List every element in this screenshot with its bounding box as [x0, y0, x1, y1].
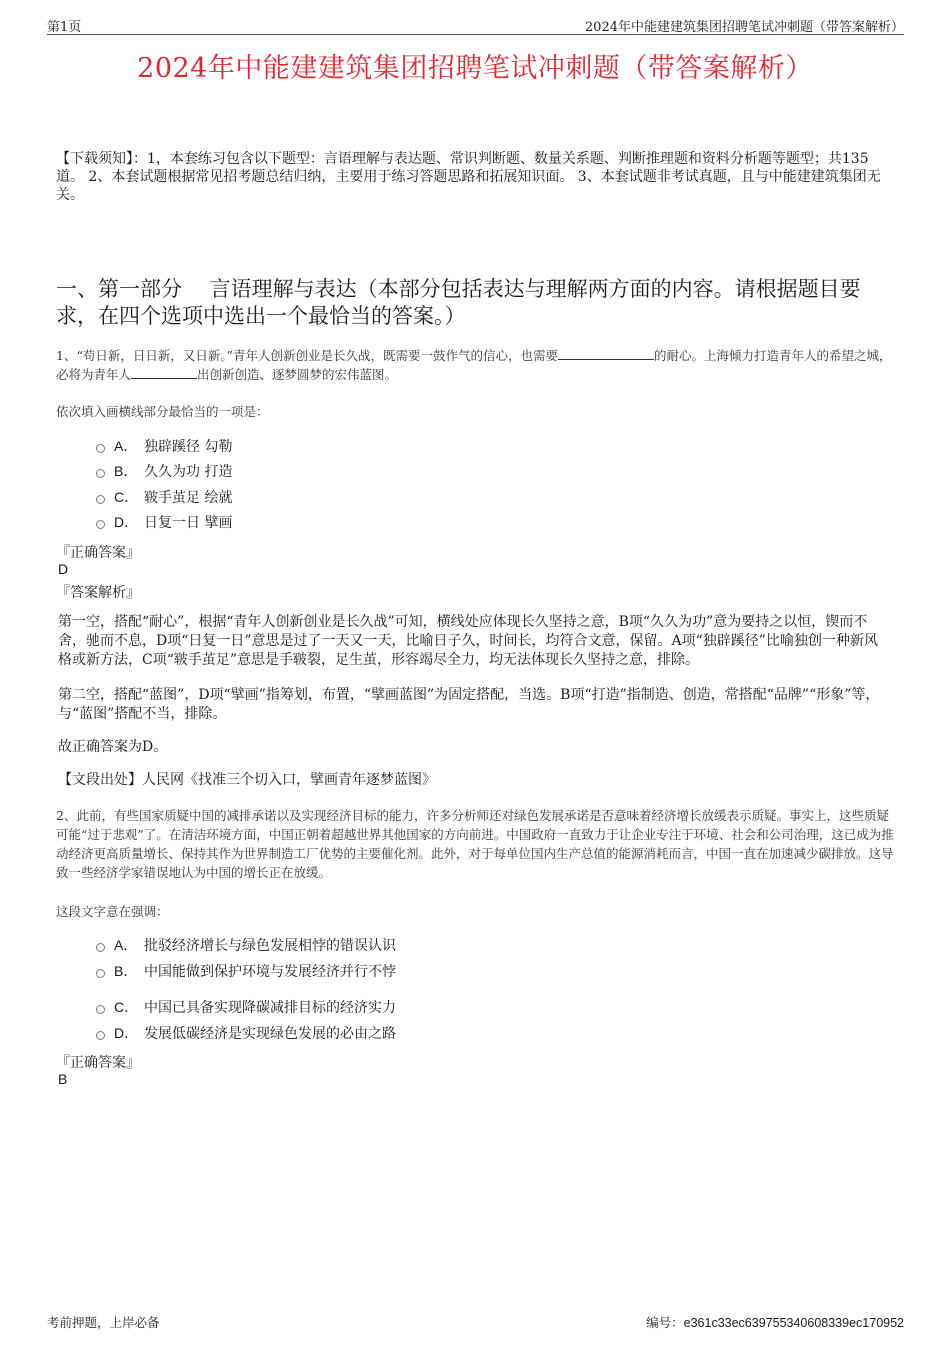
question-1-option-d[interactable]: D． 日复一日 擘画 — [96, 512, 232, 532]
question-1-option-b[interactable]: B． 久久为功 打造 — [96, 461, 232, 481]
radio-icon[interactable] — [96, 469, 105, 478]
question-2-option-a[interactable]: A． 批驳经济增长与绿色发展相悖的错误认识 — [96, 935, 396, 955]
running-header-title: 2024年中能建建筑集团招聘笔试冲刺题（带答案解析） — [584, 20, 904, 35]
question-1-source: 【文段出处】人民网《找准三个切入口，擘画青年逐梦蓝图》 — [58, 772, 436, 788]
question-2-option-c[interactable]: C． 中国已具备实现降碳减排目标的经济实力 — [96, 997, 396, 1017]
question-2-answer: B — [58, 1071, 68, 1087]
question-1-stem-part2: 的耐心。上海倾力打造青年人的希望之城，必将为青年人 — [56, 348, 892, 382]
question-2-prompt: 这段文字意在强调： — [56, 904, 169, 919]
section-heading: 一、第一部分 言语理解与表达（本部分包括表达与理解两方面的内容。请根据题目要求，在四个选项中选出一个最恰当的答案。） — [56, 277, 861, 328]
radio-icon[interactable] — [96, 495, 105, 504]
question-1-analysis-label: 『答案解析』 — [56, 585, 140, 601]
document-title: 2024年中能建建筑集团招聘笔试冲刺题（带答案解析） — [137, 53, 813, 84]
question-2-option-d[interactable]: D． 发展低碳经济是实现绿色发展的必由之路 — [96, 1023, 396, 1043]
page-number: 第1页 — [47, 20, 82, 35]
question-1-option-c[interactable]: C． 皲手茧足 绘就 — [96, 487, 232, 507]
question-2-options — [96, 935, 496, 1045]
question-1-answer: D — [58, 561, 69, 577]
question-1-option-a[interactable]: A． 独辟蹊径 勾勒 — [96, 436, 232, 456]
footer-slogan: 考前押题，上岸必备 — [47, 1315, 160, 1330]
radio-icon[interactable] — [96, 444, 105, 453]
fill-blank-2 — [131, 366, 197, 379]
radio-icon[interactable] — [96, 1031, 105, 1040]
question-2-option-b[interactable]: B． 中国能做到保护环境与发展经济并行不悖 — [96, 961, 396, 981]
question-1-stem-part3: 出创新创造、逐梦圆梦的宏伟蓝图。 — [197, 367, 398, 382]
question-1-analysis-paragraph: 第一空，搭配“耐心”，根据“青年人创新创业是长久战”可知，横线处应体现长久坚持之意，B项“久久为功”意为要持之以恒，锲而不舍，驰而不息，D项“日复一日”意思是过了一天又一天，比喻日子久，时间长，均符合文意，保留。A项“独辟蹊径”比喻独创一种新风格或新方法，C项“皲手茧足”意思是手皲裂，足生茧，形容竭尽全力，均无法体现长久坚持之意，排除。 — [58, 614, 878, 668]
question-2-answer-label: 『正确答案』 — [56, 1055, 140, 1071]
radio-icon[interactable] — [96, 969, 105, 978]
question-1-conclusion: 故正确答案为D。 — [58, 739, 168, 755]
header-divider — [47, 34, 904, 35]
radio-icon[interactable] — [96, 943, 105, 952]
footer-code-value: e361c33ec639755340608339ec170952 — [683, 1316, 904, 1330]
radio-icon[interactable] — [96, 1005, 105, 1014]
footer-document-code — [646, 1313, 904, 1331]
question-2-stem: 2、此前，有些国家质疑中国的减排承诺以及实现经济目标的能力，许多分析师还对绿色发展承诺是否意味着经济增长放缓表示质疑。事实上，这些质疑可能“过于悲观”了。在清洁环境方面，中国正朝着超越世界其他国家的方向前进。中国政府一直致力于让企业专注于环境、社会和公司治理，这已成为推动经济更高质量增长、保持其作为世界制造工厂优势的主要催化剂。此外，对于每单位国内生产总值的能源消耗而言，中国一直在加速减少碳排放。这导致一些经济学家错误地认为中国的增长正在放缓。 — [56, 808, 894, 880]
question-1-prompt: 依次填入画横线部分最恰当的一项是： — [56, 404, 269, 419]
footer-code-label: 编号： — [646, 1315, 684, 1330]
fill-blank-1 — [558, 347, 654, 360]
question-1-analysis-paragraph: 第二空，搭配“蓝图”，D项“擘画”指筹划，布置，“擘画蓝图”为固定搭配，当选。B项“打造”指制造、创造，常搭配“品牌”“形象”等，与“蓝图”搭配不当，排除。 — [58, 687, 880, 722]
question-1-stem — [56, 346, 898, 384]
question-1-answer-label: 『正确答案』 — [56, 545, 140, 561]
download-notice: 【下载须知】：1，本套练习包含以下题型：言语理解与表达题、常识判断题、数量关系题、判断推理题和资料分析题等题型；共135道。 2、本套试题根据常见招考题总结归纳，主要用于练习答题思路和拓展知识面。 3、本套试题非考试真题，且与中能建建筑集团无关。 — [56, 151, 881, 203]
radio-icon[interactable] — [96, 520, 105, 529]
question-1-stem-part1: 1、“苟日新，日日新，又日新。”青年人创新创业是长久战，既需要一鼓作气的信心，也需要 — [56, 348, 558, 363]
question-1-options — [96, 436, 396, 536]
